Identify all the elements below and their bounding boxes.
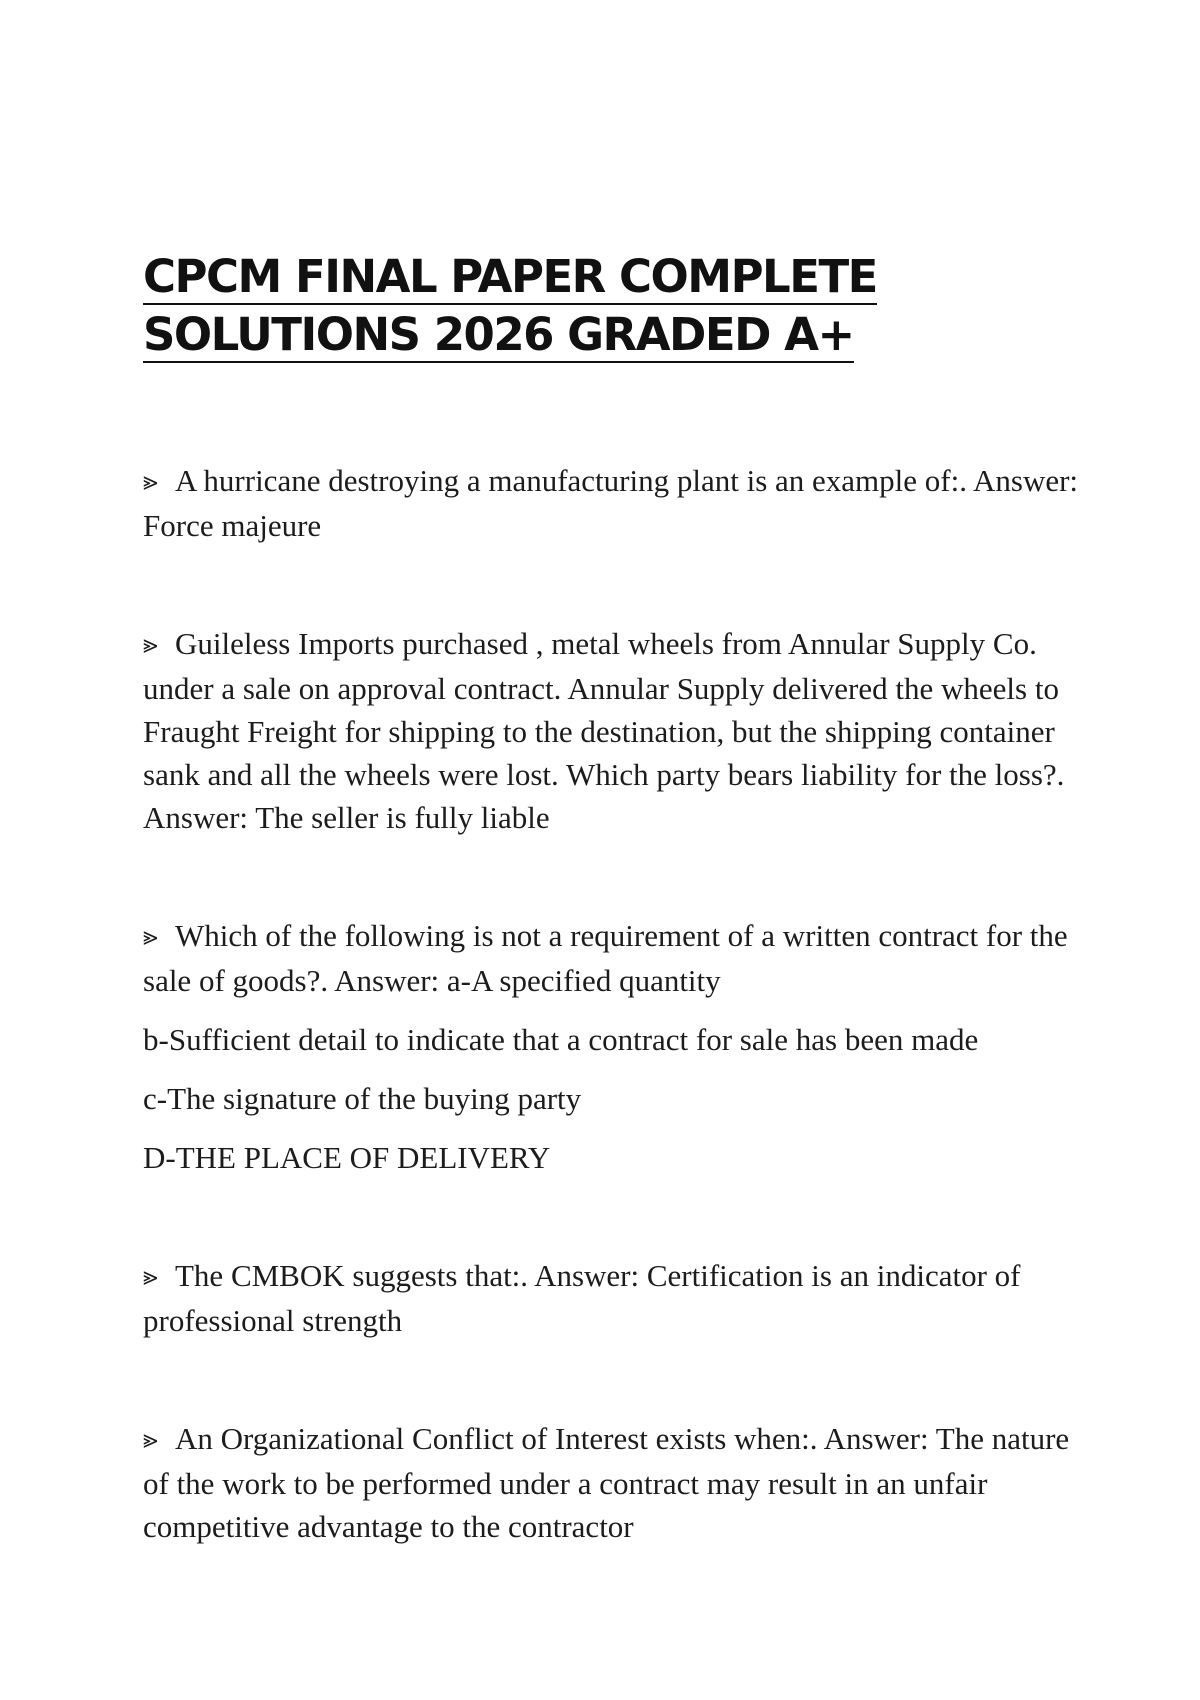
bullet-arrow-icon: ⪢ — [143, 922, 158, 952]
document-title — [143, 248, 1083, 364]
bullet-arrow-icon: ⪢ — [143, 467, 158, 497]
question-3-option-c: c-The signature of the buying party — [143, 1081, 582, 1116]
question-1 — [143, 459, 1083, 547]
title-line-1: CPCM FINAL PAPER COMPLETE — [143, 250, 877, 303]
question-1-text: A hurricane destroying a manufacturing plant is an example of:. Answer: Force majeure — [143, 463, 1079, 543]
bullet-arrow-icon: ⪢ — [143, 1425, 158, 1455]
question-3-option-d: D-THE PLACE OF DELIVERY — [143, 1140, 551, 1175]
question-5-text: An Organizational Conflict of Interest exists when:. Answer: The nature of the work to be performed under a contract may result in an unfair competitive advantage to the contractor — [143, 1421, 1070, 1544]
question-5 — [143, 1417, 1083, 1548]
bullet-arrow-icon: ⪢ — [143, 1262, 158, 1292]
bullet-arrow-icon: ⪢ — [143, 630, 158, 660]
question-2 — [143, 622, 1083, 839]
question-4 — [143, 1254, 1083, 1342]
question-3 — [143, 914, 1083, 1002]
title-line-2: SOLUTIONS 2026 GRADED A+ — [143, 308, 854, 361]
question-4-text: The CMBOK suggests that:. Answer: Certification is an indicator of professional strength — [143, 1258, 1021, 1338]
question-2-text: Guileless Imports purchased , metal wheels from Annular Supply Co. under a sale on approval contract. Annular Supply delivered the wheels to Fraught Freight for shipping to the destination, but the shipping container sank and all the wheels were lost. Which party bears liability for the loss?. Answer: The seller is fully liable — [143, 626, 1065, 835]
document-page — [143, 248, 1083, 1548]
question-3-option-b: b-Sufficient detail to indicate that a contract for sale has been made — [143, 1022, 979, 1057]
question-3-text: Which of the following is not a requirement of a written contract for the sale of goods?. Answer: a-A specified quantity — [143, 918, 1068, 998]
